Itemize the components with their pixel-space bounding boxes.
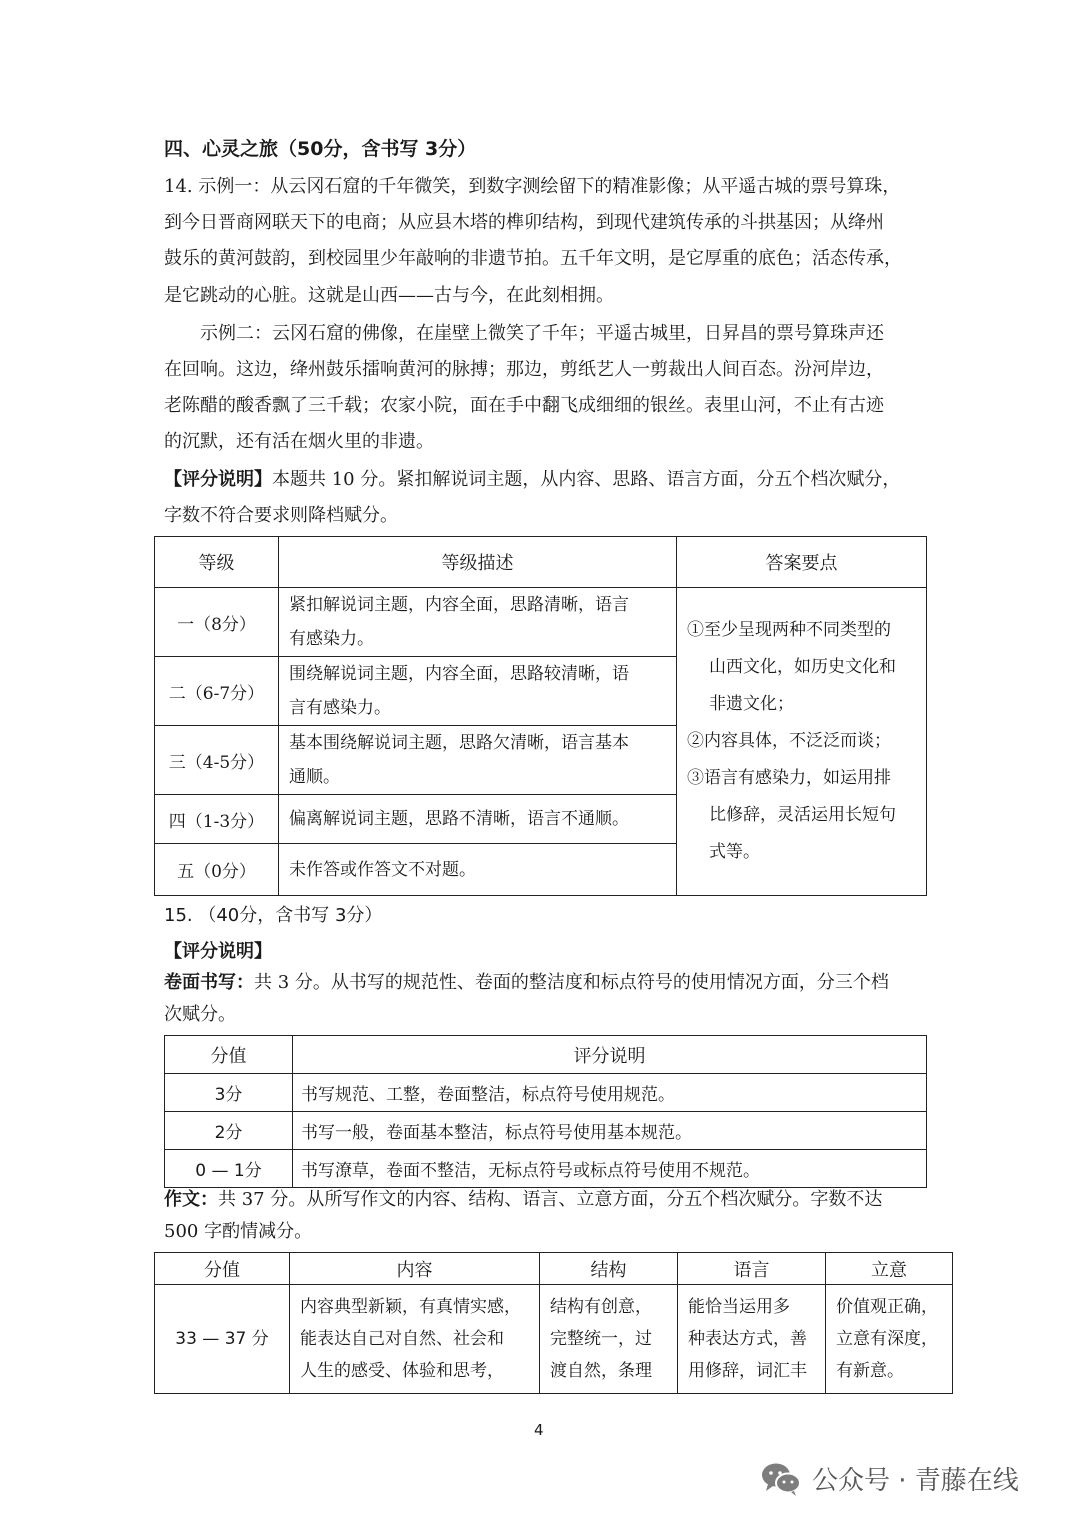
- q14-grading-table: [154, 536, 927, 896]
- essay-structure: [540, 1285, 678, 1394]
- essay-language: [678, 1285, 826, 1394]
- q14-rubric-text-2: 字数不符合要求则降档赋分。: [164, 505, 398, 526]
- cell-line: 人生的感受、体验和思考，: [300, 1361, 504, 1381]
- essay-content: [290, 1285, 540, 1394]
- answer-key-points: [677, 588, 927, 896]
- q14-example1-line: 鼓乐的黄河鼓韵，到校园里少年敲响的非遗节拍。五千年文明，是它厚重的底色；活态传承，: [164, 248, 902, 269]
- grade-desc-line: 基本围绕解说词主题，思路欠清晰，语言基本: [289, 733, 629, 753]
- key-point-line: 非遗文化；: [709, 694, 794, 714]
- q14-rubric-label: 【评分说明】: [164, 469, 272, 490]
- score-desc: 书写一般，卷面基本整洁，标点符号使用基本规范。: [293, 1112, 927, 1150]
- handwriting-text: 共 3 分。从书写的规范性、卷面的整洁度和标点符号的使用情况方面，分三个档: [254, 972, 889, 993]
- q14-example2-line: 老陈醋的酸香飘了三千载；农家小院，面在手中翻飞成细细的银丝。表里山河，不止有古迹: [164, 395, 884, 416]
- table-header: 分值: [165, 1036, 293, 1074]
- grade-desc: [279, 588, 677, 657]
- grade-desc-line: 未作答或作答文不对题。: [289, 859, 476, 880]
- handwriting-table: [164, 1035, 927, 1188]
- cell-line: 内容典型新颖，有真情实感，: [300, 1297, 521, 1317]
- grade-level: 五（0分）: [155, 844, 279, 896]
- key-point-line: 比修辞，灵活运用长短句: [709, 805, 896, 825]
- essay-score: 33 — 37 分: [155, 1285, 290, 1394]
- key-point-line: 式等。: [709, 842, 760, 862]
- cell-line: 立意有深度，: [836, 1329, 938, 1349]
- score-desc: 书写规范、工整，卷面整洁，标点符号使用规范。: [293, 1074, 927, 1112]
- table-header: 立意: [826, 1253, 953, 1285]
- table-header: 分值: [155, 1253, 290, 1285]
- table-header: 结构: [540, 1253, 678, 1285]
- footer-watermark: [760, 1460, 1019, 1497]
- q14-example1-line: 是它跳动的心脏。这就是山西——古与今，在此刻相拥。: [164, 285, 614, 306]
- key-point-line: ③语言有感染力，如运用排: [687, 768, 891, 788]
- grade-desc: [279, 657, 677, 726]
- table-header: 等级描述: [279, 537, 677, 588]
- essay-theme: [826, 1285, 953, 1394]
- grade-desc: [279, 844, 677, 896]
- essay-label: 作文：: [164, 1189, 218, 1210]
- cell-line: 能表达自己对自然、社会和: [300, 1329, 504, 1349]
- grade-desc: [279, 726, 677, 795]
- cell-line: 结构有创意，: [550, 1297, 652, 1317]
- q14-rubric-note: [164, 468, 900, 492]
- table-header: 语言: [678, 1253, 826, 1285]
- essay-text: 共 37 分。从所写作文的内容、结构、语言、立意方面，分五个档次赋分。字数不达: [218, 1189, 883, 1210]
- q14-rubric-text: 本题共 10 分。紧扣解说词主题，从内容、思路、语言方面，分五个档次赋分，: [272, 469, 901, 490]
- handwriting-label: 卷面书写：: [164, 972, 254, 993]
- table-header: 评分说明: [293, 1036, 927, 1074]
- grade-desc-line: 偏离解说词主题，思路不清晰，语言不通顺。: [289, 809, 629, 829]
- essay-table: [154, 1252, 953, 1394]
- key-point-line: ①至少呈现两种不同类型的: [687, 620, 891, 640]
- cell-line: 完整统一，过: [550, 1329, 652, 1349]
- score-cell: 3分: [165, 1074, 293, 1112]
- grade-desc-line: 言有感染力。: [289, 698, 391, 718]
- q14-example2-line: 的沉默，还有活在烟火里的非遗。: [164, 431, 434, 452]
- score-cell: 0 — 1分: [165, 1150, 293, 1188]
- cell-line: 用修辞，词汇丰: [688, 1361, 807, 1381]
- table-header: 等级: [155, 537, 279, 588]
- q15-rubric-label: 【评分说明】: [164, 941, 272, 962]
- section-title: 四、心灵之旅（50分，含书写 3分）: [164, 138, 477, 160]
- cell-line: 有新意。: [836, 1361, 904, 1381]
- cell-line: 种表达方式，善: [688, 1329, 807, 1349]
- grade-desc-line: 有感染力。: [289, 629, 374, 649]
- key-point-line: ②内容具体，不泛泛而谈；: [687, 731, 891, 751]
- handwriting-note: [164, 971, 889, 995]
- grade-desc-line: 通顺。: [289, 767, 340, 787]
- grade-level: 三（4-5分）: [155, 726, 279, 795]
- score-desc: 书写潦草，卷面不整洁，无标点符号或标点符号使用不规范。: [293, 1150, 927, 1188]
- cell-line: 价值观正确，: [836, 1297, 938, 1317]
- q15-title: 15. （40分，含书写 3分）: [164, 905, 383, 926]
- handwriting-text-2: 次赋分。: [164, 1004, 236, 1025]
- q14-example1-line: 到今日晋商网联天下的电商；从应县木塔的榫卯结构，到现代建筑传承的斗拱基因；从绛州: [164, 212, 884, 233]
- grade-level: 四（1-3分）: [155, 795, 279, 844]
- table-header: 内容: [290, 1253, 540, 1285]
- q14-example2-line: 示例二：云冈石窟的佛像，在崖壁上微笑了千年；平遥古城里，日昇昌的票号算珠声还: [200, 323, 884, 344]
- footer-text: 公众号 · 青藤在线: [812, 1466, 1019, 1496]
- essay-note: [164, 1188, 882, 1212]
- page-number: 4: [534, 1421, 544, 1439]
- cell-line: 能恰当运用多: [688, 1297, 790, 1317]
- cell-line: 渡自然，条理: [550, 1361, 652, 1381]
- table-header: 答案要点: [677, 537, 927, 588]
- q14-example2-line: 在回响。这边，绛州鼓乐擂响黄河的脉搏；那边，剪纸艺人一剪裁出人间百态。汾河岸边，: [164, 359, 884, 380]
- score-cell: 2分: [165, 1112, 293, 1150]
- q14-example1-line: 14. 示例一：从云冈石窟的千年微笑，到数字测绘留下的精准影像；从平遥古城的票号算珠，: [164, 176, 901, 197]
- grade-level: 二（6-7分）: [155, 657, 279, 726]
- wechat-icon: [760, 1461, 802, 1497]
- grade-level: 一（8分）: [155, 588, 279, 657]
- grade-desc-line: 紧扣解说词主题，内容全面，思路清晰，语言: [289, 595, 629, 615]
- key-point-line: 山西文化，如历史文化和: [709, 657, 896, 677]
- essay-text-2: 500 字酌情减分。: [164, 1221, 313, 1242]
- grade-desc: [279, 795, 677, 844]
- grade-desc-line: 围绕解说词主题，内容全面，思路较清晰，语: [289, 664, 629, 684]
